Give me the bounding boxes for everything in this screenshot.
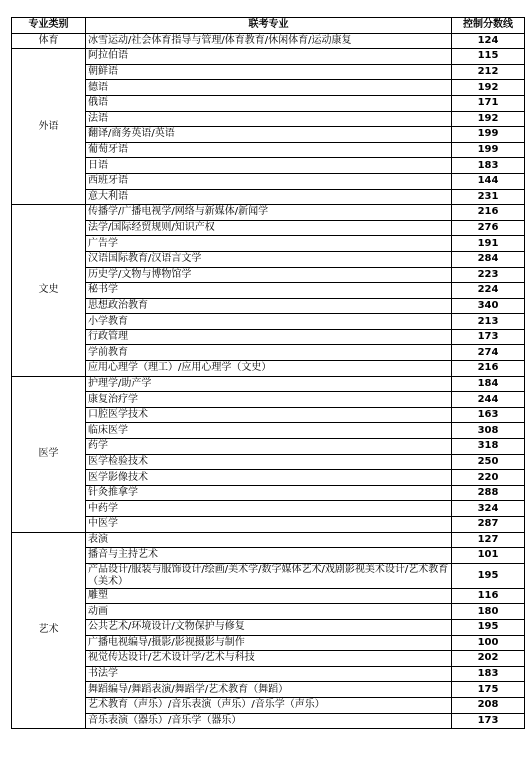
major-cell: 音乐表演（器乐）/音乐学（器乐）: [86, 713, 452, 729]
score-cell: 183: [452, 158, 525, 174]
score-cell: 231: [452, 189, 525, 205]
major-cell: 公共艺术/环境设计/文物保护与修复: [86, 619, 452, 635]
score-cell: 223: [452, 267, 525, 283]
table-row: [12, 267, 525, 283]
major-cell: 日语: [86, 158, 452, 174]
table-row: [12, 697, 525, 713]
table-row: [12, 80, 525, 96]
table-row: [12, 485, 525, 501]
score-cell: 318: [452, 439, 525, 455]
score-cell: 284: [452, 251, 525, 267]
major-cell: 针灸推拿学: [86, 485, 452, 501]
table-row: [12, 158, 525, 174]
major-cell: 中药学: [86, 501, 452, 517]
table-row: [12, 361, 525, 377]
table-row: [12, 251, 525, 267]
score-cell: 250: [452, 454, 525, 470]
score-cell: 116: [452, 588, 525, 604]
score-cell: 216: [452, 205, 525, 221]
major-cell: 表演: [86, 532, 452, 548]
table-header-row: [12, 18, 525, 34]
major-cell: 产品设计/服装与服饰设计/绘画/美术学/数字媒体艺术/戏剧影视美术设计/艺术教育（美术）: [86, 563, 452, 588]
table-row: [12, 407, 525, 423]
score-cell: 244: [452, 392, 525, 408]
table-row: [12, 95, 525, 111]
table-row: [12, 111, 525, 127]
table-row: [12, 127, 525, 143]
major-cell: 医学检验技术: [86, 454, 452, 470]
table-row: [12, 713, 525, 729]
header-score: 控制分数线: [452, 18, 525, 34]
major-cell: 朝鲜语: [86, 64, 452, 80]
score-cell: 195: [452, 619, 525, 635]
score-cell: 202: [452, 651, 525, 667]
table-row: [12, 345, 525, 361]
major-cell: 葡萄牙语: [86, 142, 452, 158]
table-row: [12, 532, 525, 548]
score-cell: 100: [452, 635, 525, 651]
score-cell: 127: [452, 532, 525, 548]
score-cell: 220: [452, 470, 525, 486]
score-cell: 183: [452, 666, 525, 682]
table-row: [12, 588, 525, 604]
score-cell: 101: [452, 548, 525, 564]
score-cell: 208: [452, 697, 525, 713]
score-cell: 308: [452, 423, 525, 439]
table-row: [12, 220, 525, 236]
major-cell: 艺术教育（声乐）/音乐表演（声乐）/音乐学（声乐）: [86, 697, 452, 713]
major-cell: 翻译/商务英语/英语: [86, 127, 452, 143]
score-cell: 163: [452, 407, 525, 423]
table-row: [12, 651, 525, 667]
score-cell: 216: [452, 361, 525, 377]
major-cell: 传播学/广播电视学/网络与新媒体/新闻学: [86, 205, 452, 221]
score-cell: 180: [452, 604, 525, 620]
major-cell: 视觉传达设计/艺术设计学/艺术与科技: [86, 651, 452, 667]
score-cell: 276: [452, 220, 525, 236]
table-row: [12, 173, 525, 189]
table-row: [12, 635, 525, 651]
score-cell: 195: [452, 563, 525, 588]
score-cell: 184: [452, 376, 525, 392]
table-row: [12, 619, 525, 635]
major-cell: 药学: [86, 439, 452, 455]
table-row: [12, 49, 525, 65]
table-row: [12, 142, 525, 158]
major-cell: 冰雪运动/社会体育指导与管理/体育教育/休闲体育/运动康复: [86, 33, 452, 49]
score-cell: 192: [452, 111, 525, 127]
major-cell: 汉语国际教育/汉语言文学: [86, 251, 452, 267]
major-cell: 舞蹈编导/舞蹈表演/舞蹈学/艺术教育（舞蹈）: [86, 682, 452, 698]
major-cell: 医学影像技术: [86, 470, 452, 486]
table-row: [12, 33, 525, 49]
table-row: [12, 682, 525, 698]
score-cell: 192: [452, 80, 525, 96]
major-cell: 阿拉伯语: [86, 49, 452, 65]
major-cell: 小学教育: [86, 314, 452, 330]
major-cell: 广播电视编导/摄影/影视摄影与制作: [86, 635, 452, 651]
score-cell: 175: [452, 682, 525, 698]
major-cell: 德语: [86, 80, 452, 96]
table-row: [12, 423, 525, 439]
score-cell: 213: [452, 314, 525, 330]
major-cell: 广告学: [86, 236, 452, 252]
score-cell: 324: [452, 501, 525, 517]
score-cell: 212: [452, 64, 525, 80]
score-cell: 199: [452, 127, 525, 143]
table-row: [12, 205, 525, 221]
table-row: [12, 548, 525, 564]
table-row: [12, 298, 525, 314]
score-cell: 115: [452, 49, 525, 65]
score-cell: 274: [452, 345, 525, 361]
score-cell: 144: [452, 173, 525, 189]
table-row: [12, 283, 525, 299]
table-row: [12, 439, 525, 455]
category-cell: 艺术: [12, 532, 86, 729]
major-cell: 临床医学: [86, 423, 452, 439]
table-body: [12, 33, 525, 729]
major-cell: 学前教育: [86, 345, 452, 361]
major-cell: 意大利语: [86, 189, 452, 205]
major-cell: 康复治疗学: [86, 392, 452, 408]
score-cell: 340: [452, 298, 525, 314]
table-row: [12, 189, 525, 205]
major-cell: 行政管理: [86, 329, 452, 345]
table-row: [12, 517, 525, 533]
table-row: [12, 236, 525, 252]
major-cell: 动画: [86, 604, 452, 620]
major-cell: 法学/国际经贸规则/知识产权: [86, 220, 452, 236]
score-cell: 224: [452, 283, 525, 299]
category-cell: 外语: [12, 49, 86, 205]
major-cell: 思想政治教育: [86, 298, 452, 314]
major-cell: 播音与主持艺术: [86, 548, 452, 564]
score-cell: 191: [452, 236, 525, 252]
table-row: [12, 64, 525, 80]
table-row: [12, 563, 525, 588]
table-row: [12, 314, 525, 330]
table-row: [12, 470, 525, 486]
table-row: [12, 329, 525, 345]
score-cell: 124: [452, 33, 525, 49]
major-cell: 口腔医学技术: [86, 407, 452, 423]
table-row: [12, 501, 525, 517]
major-cell: 应用心理学（理工）/应用心理学（文史）: [86, 361, 452, 377]
score-cell: 288: [452, 485, 525, 501]
major-cell: 西班牙语: [86, 173, 452, 189]
category-cell: 医学: [12, 376, 86, 532]
major-cell: 护理学/助产学: [86, 376, 452, 392]
category-cell: 体育: [12, 33, 86, 49]
major-cell: 书法学: [86, 666, 452, 682]
major-cell: 法语: [86, 111, 452, 127]
table-row: [12, 604, 525, 620]
score-cell: 199: [452, 142, 525, 158]
category-cell: 文史: [12, 205, 86, 377]
score-table: [11, 17, 525, 729]
table-row: [12, 454, 525, 470]
table-row: [12, 376, 525, 392]
header-category: 专业类别: [12, 18, 86, 34]
score-cell: 171: [452, 95, 525, 111]
table-row: [12, 392, 525, 408]
major-cell: 俄语: [86, 95, 452, 111]
score-cell: 173: [452, 713, 525, 729]
major-cell: 历史学/文物与博物馆学: [86, 267, 452, 283]
table-row: [12, 666, 525, 682]
score-cell: 173: [452, 329, 525, 345]
header-major: 联考专业: [86, 18, 452, 34]
major-cell: 雕塑: [86, 588, 452, 604]
major-cell: 中医学: [86, 517, 452, 533]
score-cell: 287: [452, 517, 525, 533]
major-cell: 秘书学: [86, 283, 452, 299]
